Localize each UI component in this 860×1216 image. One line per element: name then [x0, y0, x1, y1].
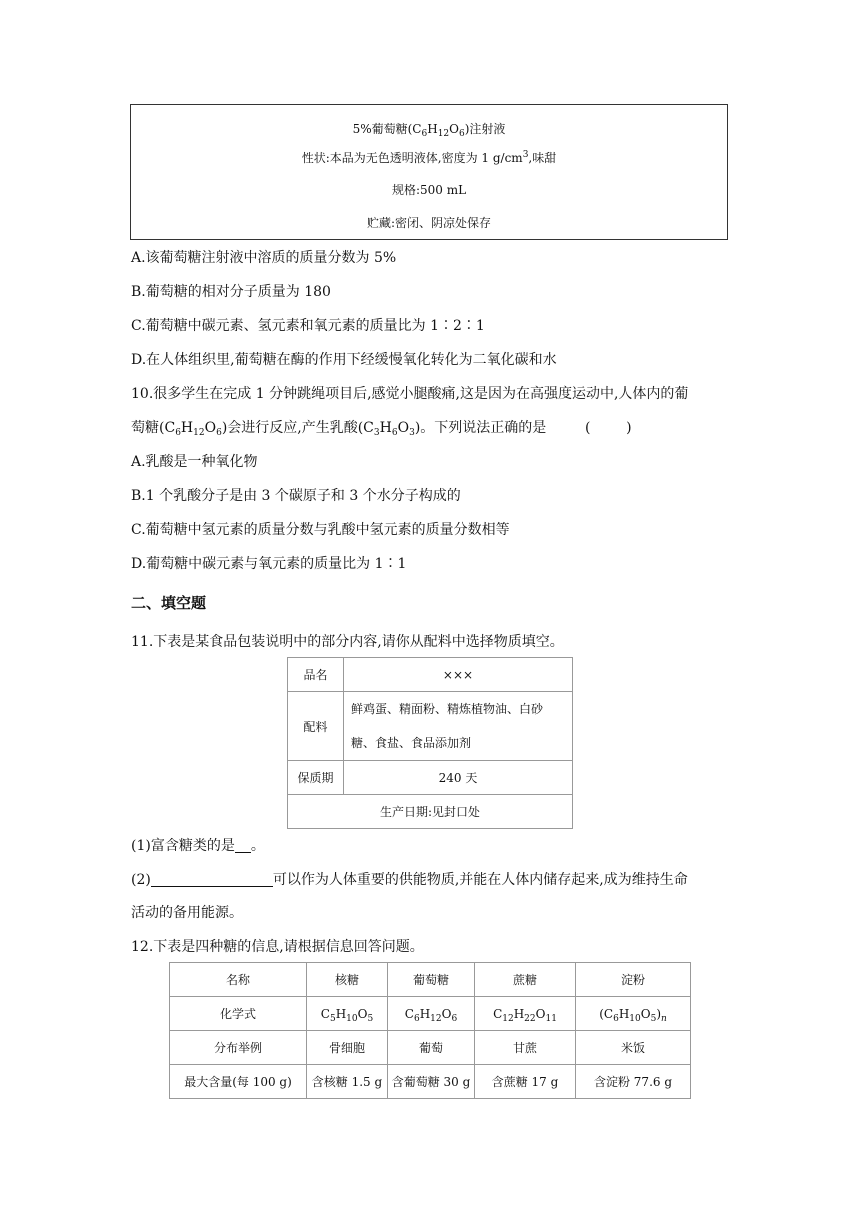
q10-stem-line1: 10.很多学生在完成 1 分钟跳绳项目后,感觉小腿酸痛,这是因为在高强度运动中,人体内的葡 [131, 386, 689, 402]
table-cell: 含淀粉 77.6 g [576, 1065, 691, 1099]
table-header-cell: 名称 [170, 963, 307, 997]
table-row [170, 1065, 691, 1099]
food-name-value: ××× [344, 658, 573, 692]
drug-label-property: 性状:本品为无色透明液体,密度为 1 $g/cm^3$,味甜 [301, 150, 557, 165]
glucose-formula: $C_6H_{12}O_6$ [388, 997, 475, 1031]
sugar-table [169, 962, 691, 1099]
food-ingredients-value: 鲜鸡蛋、精面粉、精炼植物油、白砂 糖、食盐、食品添加剂 [344, 692, 573, 761]
q12-stem: 12.下表是四种糖的信息,请根据信息回答问题。 [131, 939, 424, 955]
food-shelf-label: 保质期 [288, 761, 344, 795]
drug-label-box [130, 104, 728, 240]
table-cell: 含核糖 1.5 g [307, 1065, 388, 1099]
table-row [170, 997, 691, 1031]
table-cell: 含葡萄糖 30 g [388, 1065, 475, 1099]
food-label-table [287, 657, 573, 829]
table-cell: 葡萄 [388, 1031, 475, 1065]
q9-option-d: D.在人体组织里,葡萄糖在酶的作用下经缓慢氧化转化为二氧化碳和水 [131, 352, 557, 368]
q10-option-a: A.乳酸是一种氧化物 [131, 454, 258, 470]
q10-stem-line2: 萄糖$(C_6H_{12}O_6)$会进行反应,产生乳酸$(C_3H_6O_3)$。下列说法正确的是 [131, 420, 547, 438]
q11-sub2-line2: 活动的备用能源。 [131, 905, 243, 921]
drug-label-storage: 贮藏:密闭、阴凉处保存 [366, 216, 492, 230]
table-row [170, 1031, 691, 1065]
q10-answer-paren: ( ) [585, 420, 632, 436]
answer-blank-2[interactable] [151, 872, 273, 887]
q10-option-c: C.葡萄糖中氢元素的质量分数与乳酸中氢元素的质量分数相等 [131, 522, 510, 538]
q11-sub1: (1)富含糖类的是 。 [131, 838, 265, 854]
table-cell: 最大含量(每 100 g) [170, 1065, 307, 1099]
food-production-date: 生产日期:见封口处 [288, 795, 573, 829]
section-heading: 二、填空题 [131, 594, 207, 612]
q9-option-c: C.葡萄糖中碳元素、氢元素和氧元素的质量比为 1∶2∶1 [131, 318, 485, 334]
food-name-label: 品名 [288, 658, 344, 692]
drug-label-title: 5%葡萄糖$(C_6H_{12}O_6)$注射液 [352, 122, 506, 139]
q11-sub2: (2) 可以作为人体重要的供能物质,并能在人体内储存起来,成为维持生命 [131, 872, 688, 888]
table-header-cell: 蔗糖 [475, 963, 576, 997]
q9-option-b: B.葡萄糖的相对分子质量为 180 [131, 284, 331, 300]
table-row [170, 963, 691, 997]
table-header-cell: 淀粉 [576, 963, 691, 997]
food-ingredients-label: 配料 [288, 692, 344, 761]
drug-label-spec: 规格:500 mL [391, 183, 467, 197]
table-header-cell: 核糖 [307, 963, 388, 997]
ribose-formula: $C_5H_{10}O_5$ [307, 997, 388, 1031]
table-cell: 化学式 [170, 997, 307, 1031]
q10-option-b: B.1 个乳酸分子是由 3 个碳原子和 3 个水分子构成的 [131, 488, 461, 504]
table-cell: 分布举例 [170, 1031, 307, 1065]
food-shelf-value: 240 天 [344, 761, 573, 795]
sucrose-formula: $C_{12}H_{22}O_{11}$ [475, 997, 576, 1031]
table-header-cell: 葡萄糖 [388, 963, 475, 997]
table-cell: 甘蔗 [475, 1031, 576, 1065]
q10-option-d: D.葡萄糖中碳元素与氧元素的质量比为 1∶1 [131, 556, 407, 572]
table-cell: 米饭 [576, 1031, 691, 1065]
table-cell: 含蔗糖 17 g [475, 1065, 576, 1099]
answer-blank-1[interactable] [235, 838, 251, 853]
q9-option-a: A.该葡萄糖注射液中溶质的质量分数为 5% [131, 250, 397, 266]
table-cell: 骨细胞 [307, 1031, 388, 1065]
q11-stem: 11.下表是某食品包装说明中的部分内容,请你从配料中选择物质填空。 [131, 634, 564, 650]
starch-formula: $(C_6H_{10}O_5)_n$ [576, 997, 691, 1031]
